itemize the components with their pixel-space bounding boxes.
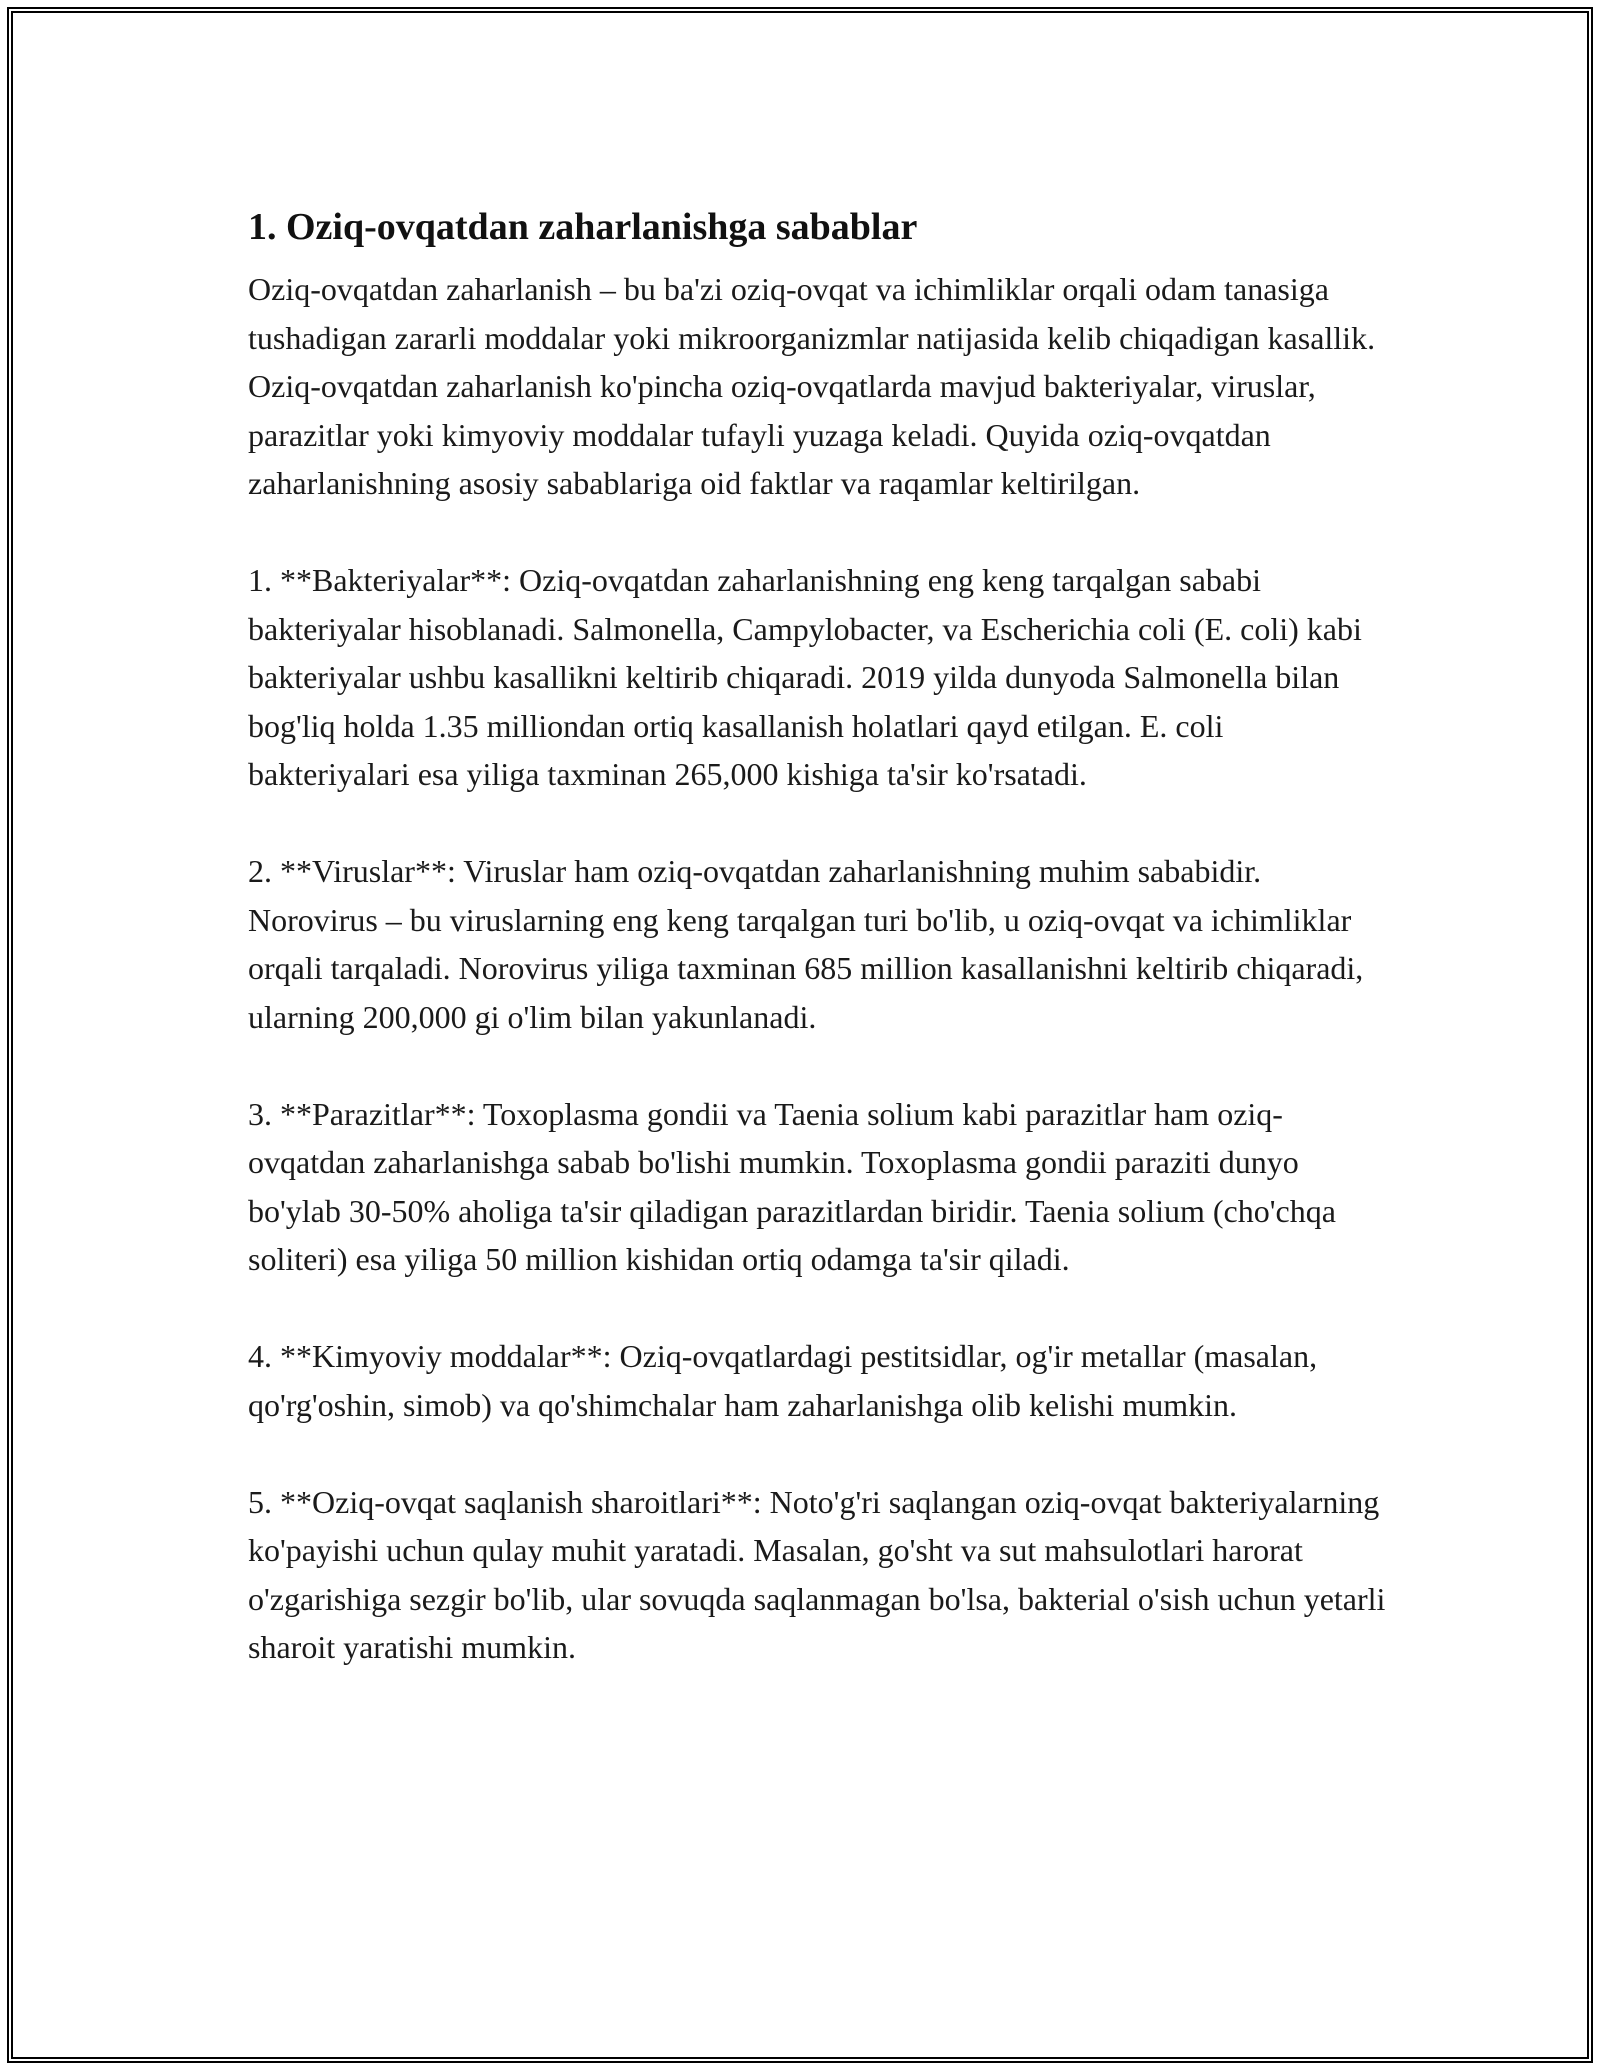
section-heading: 1. Oziq-ovqatdan zaharlanishga sabablar	[248, 206, 918, 248]
viruses-paragraph: 2. **Viruslar**: Viruslar ham oziq-ovqatdan zaharlanishning muhim sababidir. Norovirus – bu viruslarning eng keng tarqalgan turi bo'lib, u oziq-ovqat va ichimliklar orqali tarqaladi. Norovirus yiliga taxminan 685 million kasallanishni keltirib chiqaradi, ularning 200,000 gi o'lim bilan yakunlanadi.	[248, 853, 1364, 1035]
document-body	[248, 201, 1388, 1720]
intro-paragraph: Oziq-ovqatdan zaharlanish – bu ba'zi oziq-ovqat va ichimliklar orqali odam tanasiga tushadigan zararli moddalar yoki mikroorganizmlar natijasida kelib chiqadigan kasallik. Oziq-ovqatdan zaharlanish ko'pincha oziq-ovqatlarda mavjud bakteriyalar, viruslar, parazitlar yoki kimyoviy moddalar tufayli yuzaga keladi. Quyida oziq-ovqatdan zaharlanishning asosiy sabablariga oid faktlar va raqamlar keltirilgan.	[248, 271, 1376, 501]
bacteria-paragraph: 1. **Bakteriyalar**: Oziq-ovqatdan zaharlanishning eng keng tarqalgan sababi bakteriyalar hisoblanadi. Salmonella, Campylobacter, va Escherichia coli (E. coli) kabi bakteriyalar ushbu kasallikni keltirib chiqaradi. 2019 yilda dunyoda Salmonella bilan bog'liq holda 1.35 milliondan ortiq kasallanish holatlari qayd etilgan. E. coli bakteriyalari esa yiliga taxminan 265,000 kishiga ta'sir ko'rsatadi.	[248, 562, 1362, 792]
storage-conditions-paragraph: 5. **Oziq-ovqat saqlanish sharoitlari**: Noto'g'ri saqlangan oziq-ovqat bakteriyalarning ko'payishi uchun qulay muhit yaratadi. Masalan, go'sht va sut mahsulotlari harorat o'zgarishiga sezgir bo'lib, ular sovuqda saqlanmagan bo'lsa, bakterial o'sish uchun yetarli sharoit yaratishi mumkin.	[248, 1483, 1386, 1665]
page-border	[7, 7, 1593, 2063]
chemicals-paragraph: 4. **Kimyoviy moddalar**: Oziq-ovqatlardagi pestitsidlar, og'ir metallar (masalan, qo'rg'oshin, simob) va qo'shimchalar ham zaharlanishga olib kelishi mumkin.	[248, 1338, 1318, 1423]
parasites-paragraph: 3. **Parazitlar**: Toxoplasma gondii va Taenia solium kabi parazitlar ham oziq-ovqatdan zaharlanishga sabab bo'lishi mumkin. Toxoplasma gondii paraziti dunyo bo'ylab 30-50% aholiga ta'sir qiladigan parazitlardan biridir. Taenia solium (cho'chqa soliteri) esa yiliga 50 million kishidan ortiq odamga ta'sir qiladi.	[248, 1095, 1336, 1277]
